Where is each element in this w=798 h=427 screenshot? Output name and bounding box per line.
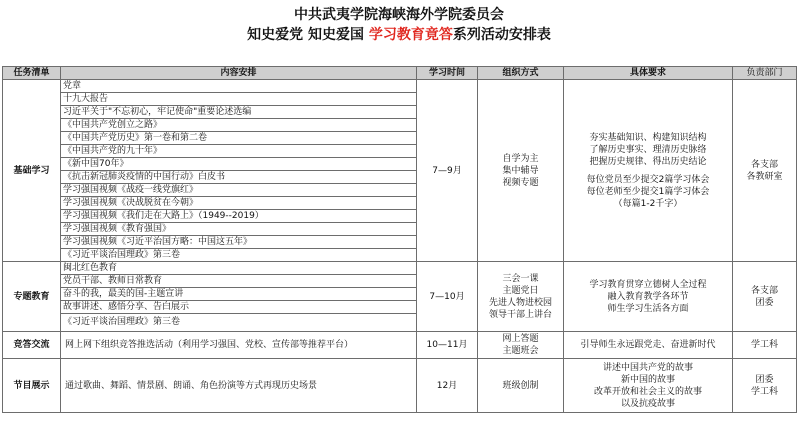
- title-line-2-suffix: 系列活动安排表: [452, 27, 551, 43]
- header-method: 组织方式: [478, 67, 564, 80]
- time-contest: 10—11月: [417, 332, 478, 359]
- requirement-line: 夯实基础知识、构建知识结构: [589, 132, 707, 143]
- requirement-line: 新中国的故事: [620, 374, 675, 385]
- method-line: 领导干部上讲台: [488, 309, 552, 320]
- method-line: 集中辅导: [502, 165, 539, 176]
- content-item: 《中国共产党历史》第一卷和第二卷: [61, 132, 416, 145]
- time-basic: 7—9月: [417, 80, 478, 262]
- content-topic: [61, 262, 417, 332]
- task-topic: 专题教育: [3, 262, 61, 332]
- dept-basic: [733, 80, 797, 262]
- requirement-line: （每篇1-2千字）: [613, 198, 683, 209]
- header-dept: 负责部门: [733, 67, 797, 80]
- method-line: 主题党日: [502, 285, 539, 296]
- dept-line: 各支部: [750, 159, 778, 170]
- content-item: 十九大报告: [61, 93, 416, 106]
- method-line: 网上答题: [502, 334, 539, 344]
- method-line: 主题班会: [502, 346, 539, 356]
- content-item: 《习近平谈治国理政》第三卷: [63, 250, 181, 260]
- requirement-line: 以及抗疫故事: [620, 398, 675, 409]
- content-contest: 网上网下组织竞答推选活动（利用学习强国、党校、宣传部等推荐平台）: [61, 332, 417, 359]
- content-item: 《中国共产党创立之路》: [61, 119, 416, 132]
- requirement-line: 每位老师至少提交1篇学习体会: [586, 186, 710, 197]
- table-row-topic: [3, 262, 797, 332]
- title-line-1: 中共武夷学院海峡海外学院委员会: [294, 7, 504, 23]
- task-show: 节目展示: [3, 359, 61, 413]
- requirement-line: 改革开放和社会主义的故事: [593, 386, 702, 397]
- content-item: 学习强国视频《习近平治国方略：中国这五年》: [61, 236, 416, 249]
- content-item: 党章: [61, 80, 416, 93]
- requirement-line: 了解历史事实、理清历史脉络: [589, 144, 707, 155]
- dept-show: [733, 359, 797, 413]
- header-time: 学习时间: [417, 67, 478, 80]
- method-line: 先进人物进校园: [488, 297, 552, 308]
- dept-line: 各教研室: [746, 171, 783, 182]
- content-item: 《中国共产党的九十年》: [61, 145, 416, 158]
- header-requirements: 具体要求: [564, 67, 733, 80]
- requirement-line: 融入教育教学各环节: [607, 291, 689, 302]
- dept-line: 团委: [755, 297, 774, 308]
- task-basic: 基础学习: [3, 80, 61, 262]
- method-show: 班级创制: [478, 359, 564, 413]
- content-item: 《习近平谈治国理政》第三卷: [63, 317, 181, 327]
- method-topic: [478, 262, 564, 332]
- document-title: [0, 6, 798, 44]
- content-item: 学习强国视频《教育强国》: [61, 223, 416, 236]
- dept-line: 团委: [755, 374, 774, 385]
- header-task: 任务清单: [3, 67, 61, 80]
- method-line: 视频专题: [502, 177, 539, 188]
- content-item: 故事讲述、感悟分享、告白展示: [61, 301, 416, 314]
- method-line: 自学为主: [502, 153, 539, 164]
- dept-contest: 学工科: [733, 332, 797, 359]
- dept-topic: [733, 262, 797, 332]
- method-line: 三会一课: [502, 273, 539, 284]
- method-basic: [478, 80, 564, 262]
- content-item: 习近平关于"不忘初心，牢记使命"重要论述选编: [61, 106, 416, 119]
- requirements-contest: 引导师生永远跟党走、奋进新时代: [564, 332, 733, 359]
- table-row-contest: [3, 332, 797, 359]
- requirement-line: 学习教育贯穿立德树人全过程: [589, 279, 707, 290]
- table-row-basic: [3, 80, 797, 262]
- requirements-show: [564, 359, 733, 413]
- title-line-2: [0, 26, 798, 44]
- content-item: 学习强国视频《我们走在大路上》（1949--2019）: [61, 210, 416, 223]
- content-item: 奋斗的我，最美的国-主题宣讲: [61, 288, 416, 301]
- task-contest: 竞答交流: [3, 332, 61, 359]
- requirement-line: 师生学习生活各方面: [607, 303, 689, 314]
- requirement-line: 每位党员至少提交2篇学习体会: [586, 174, 710, 185]
- schedule-table: [2, 66, 797, 413]
- requirements-topic: [564, 262, 733, 332]
- requirement-line: 把握历史规律、得出历史结论: [589, 156, 707, 167]
- requirements-basic: [564, 80, 733, 262]
- content-item: 闽北红色教育: [61, 262, 416, 275]
- dept-line: 各支部: [750, 285, 778, 296]
- table-header-row: [3, 67, 797, 80]
- header-content: 内容安排: [61, 67, 417, 80]
- content-item: 学习强国视频《战疫一线党旗红》: [61, 184, 416, 197]
- time-topic: 7—10月: [417, 262, 478, 332]
- time-show: 12月: [417, 359, 478, 413]
- title-line-2-highlight: 学习教育竟答: [368, 27, 453, 43]
- table-row-show: [3, 359, 797, 413]
- requirement-line: 讲述中国共产党的故事: [602, 362, 693, 373]
- content-item: 《抗击新冠肺炎疫情的中国行动》白皮书: [61, 171, 416, 184]
- method-contest: [478, 332, 564, 359]
- title-line-2-prefix: 知史爱党 知史爱国: [247, 27, 369, 43]
- content-item: 《新中国70年》: [61, 158, 416, 171]
- content-basic: [61, 80, 417, 262]
- dept-line: 学工科: [750, 386, 778, 397]
- content-show: 通过歌曲、舞蹈、情景剧、朗诵、角色扮演等方式再现历史场景: [61, 359, 417, 413]
- content-item: 学习强国视频《决战脱贫在今朝》: [61, 197, 416, 210]
- content-item: 党员干部、教师日常教育: [61, 275, 416, 288]
